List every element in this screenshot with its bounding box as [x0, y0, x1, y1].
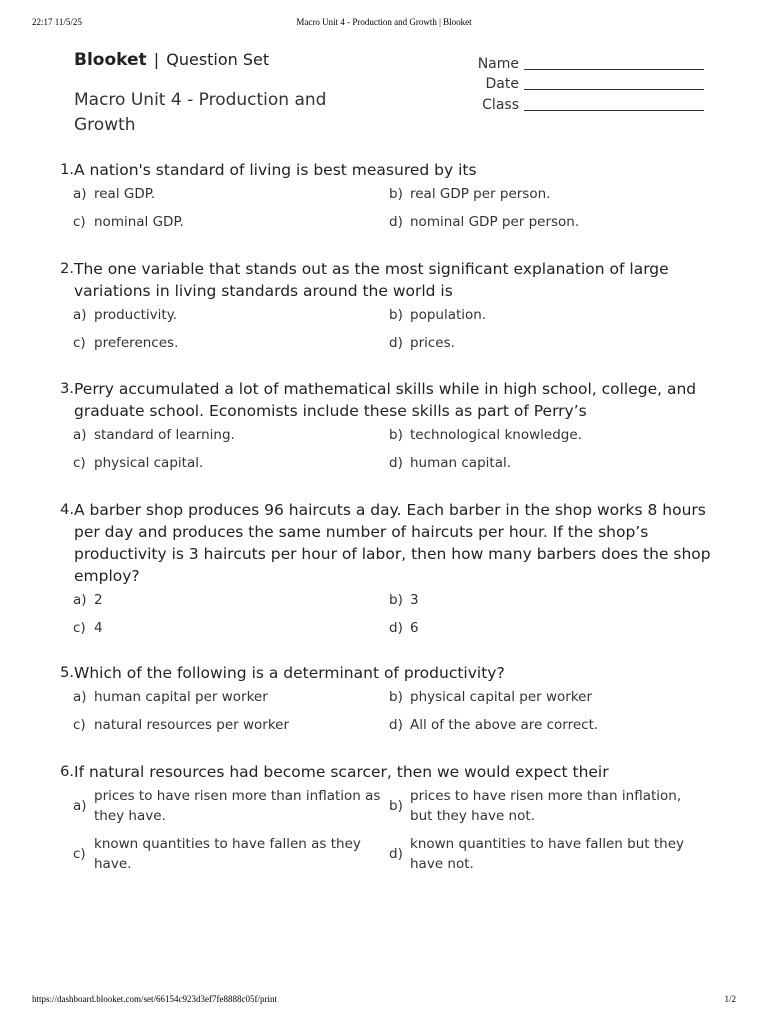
answer-a: a) prices to have risen more than inflation as they have.	[73, 788, 381, 824]
print-url: https://dashboard.blooket.com/set/66154c923d3ef7fe8888c05f/print	[32, 994, 277, 1004]
class-line	[524, 96, 704, 111]
name-line	[524, 55, 704, 70]
name-label: Name	[477, 55, 519, 72]
answer-c: c) natural resources per worker	[73, 717, 290, 733]
question-6	[52, 761, 712, 874]
answer-d: d) All of the above are correct.	[389, 717, 599, 733]
answer-b: b) population.	[389, 307, 487, 323]
question-text: A nation's standard of living is best measured by its	[74, 161, 477, 179]
answer-grid	[73, 184, 712, 232]
answer-d: d) 6	[389, 620, 419, 636]
question-4	[52, 499, 712, 638]
answer-a: a) human capital per worker	[73, 689, 268, 705]
question-text: The one variable that stands out as the most significant explanation of large variations in living standards around the world is	[74, 260, 669, 300]
answer-grid	[73, 305, 712, 353]
date-label: Date	[485, 76, 519, 92]
answer-b: b) prices to have risen more than inflation, but they have not.	[389, 788, 682, 824]
question-number: 1.	[60, 162, 74, 178]
answer-b: b) technological knowledge.	[389, 427, 582, 443]
print-page-title: Macro Unit 4 - Production and Growth | Blooket	[296, 17, 472, 27]
brand-subtitle: Question Set	[166, 50, 270, 69]
answer-a: a) 2	[73, 592, 103, 608]
brand-separator: |	[153, 50, 160, 69]
date-line	[524, 75, 704, 90]
question-number: 6.	[60, 764, 74, 780]
answer-d: d) prices.	[389, 335, 455, 351]
question-number: 3.	[60, 381, 74, 397]
answer-grid	[73, 590, 712, 638]
answer-c: c) physical capital.	[73, 455, 204, 471]
question-5	[52, 662, 712, 735]
question-text: If natural resources had become scarcer, then we would expect their	[74, 763, 609, 781]
answer-a: a) productivity.	[73, 307, 178, 323]
answer-grid	[73, 786, 712, 874]
date-field-row	[464, 72, 704, 93]
name-field-row	[464, 51, 704, 72]
question-2	[52, 258, 712, 353]
answer-c: c) 4	[73, 620, 103, 636]
question-3	[52, 378, 712, 473]
blooket-logo: Blooket	[74, 50, 147, 70]
answer-b: b) real GDP per person.	[389, 186, 551, 202]
answer-a: a) standard of learning.	[73, 427, 235, 443]
answer-c: c) known quantities to have fallen as they have.	[73, 836, 361, 872]
class-field-row	[464, 92, 704, 113]
class-label: Class	[482, 96, 519, 113]
answer-d: d) human capital.	[389, 455, 512, 471]
answer-c: c) preferences.	[73, 335, 179, 351]
answer-b: b) physical capital per worker	[389, 689, 593, 705]
answer-b: b) 3	[389, 592, 419, 608]
question-text: Perry accumulated a lot of mathematical skills while in high school, college, and graduate school. Economists include these skills as part of Perry’s	[74, 380, 697, 420]
answer-grid	[73, 425, 712, 473]
brand-heading	[74, 50, 269, 70]
student-info-fields	[464, 51, 704, 113]
print-datetime: 22:17 11/5/25	[32, 17, 82, 27]
question-text: Which of the following is a determinant of productivity?	[74, 664, 505, 682]
question-1	[52, 159, 712, 232]
answer-d: d) known quantities to have fallen but they have not.	[389, 836, 684, 872]
question-number: 5.	[60, 665, 74, 681]
answer-a: a) real GDP.	[73, 186, 156, 202]
question-number: 4.	[60, 502, 74, 518]
answer-d: d) nominal GDP per person.	[389, 214, 580, 230]
set-title: Macro Unit 4 - Production and Growth	[74, 90, 327, 135]
print-page-number: 1/2	[724, 994, 736, 1004]
answer-grid	[73, 687, 712, 735]
question-text: A barber shop produces 96 haircuts a day. Each barber in the shop works 8 hours per day and produces the same number of haircuts per hour. If the shop’s productivity is 3 haircuts per hour of labor, then how many barbers does the shop employ?	[74, 501, 711, 585]
question-number: 2.	[60, 261, 74, 277]
answer-c: c) nominal GDP.	[73, 214, 184, 230]
